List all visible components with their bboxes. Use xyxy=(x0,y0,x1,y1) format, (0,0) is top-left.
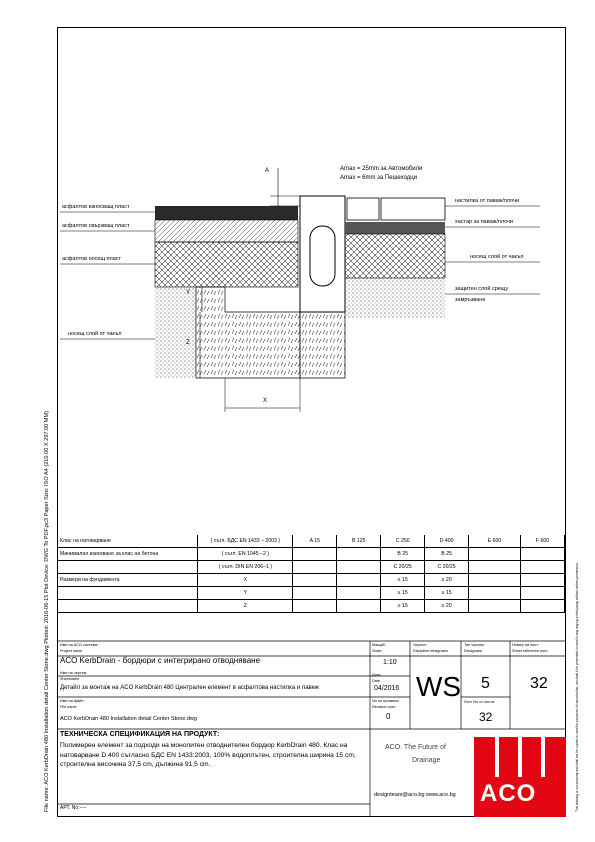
file-value: ACO KerbDrain 480 Installation detail Center Stone.dwg xyxy=(60,716,197,722)
system-value: ACO KerbDrain - бордюри с интегрирано отводняване xyxy=(60,656,261,665)
label-paving: настилка от паваж/плочи xyxy=(455,198,520,204)
ref-value: 32 xyxy=(530,675,548,692)
date-label-en: Date xyxy=(372,678,381,683)
rev-label-en: Revision num. xyxy=(372,704,397,709)
spec-cell: ( съгл. DIN EN 206–1 ) xyxy=(198,561,293,574)
scale-label: Мащаб: xyxy=(372,643,386,647)
sheetno-label: Лист No от листа: xyxy=(464,700,496,704)
spec-cell: ( съгл. БДС EN 1433 – 2003 ) xyxy=(198,535,293,548)
aco-logo-text: ACO xyxy=(480,780,537,807)
spec-cell: ≥ 15 xyxy=(381,600,425,613)
spec-cell: Y xyxy=(198,587,293,600)
label-gravel-left: носещ слой от чакъл xyxy=(68,331,122,337)
dim-x-label: X xyxy=(263,398,268,404)
slogan-line2: Drainage xyxy=(412,757,441,764)
type-label-en: Designator xyxy=(464,648,483,653)
system-label-en: Project name xyxy=(60,648,83,653)
spec-cell: B 25 xyxy=(425,548,469,561)
side-file-info: File name: ACO KerbDrain 480 Installation detail Center Stone.dwg Plotted: 2016-06-15 Plot Device: DWG To PDF.pc3 Paper Size: ISO A4 (210.00 X 297.00 MM) xyxy=(44,411,50,812)
label-asphalt-wear: асфалтов износващ пласт xyxy=(62,204,130,210)
label-frost-1: защитен слой срещу xyxy=(455,286,509,292)
dim-a-label: A xyxy=(265,168,270,174)
spec-cell: ≥ 20 xyxy=(425,600,469,613)
label-asphalt-base: асфалтов носещ пласт xyxy=(62,256,122,262)
side-copyright-note: This drawing is our property and shall not be copied or used for purposes of reproduction, nor shall it be presented or used in any way by a third party, without written permission. xyxy=(575,562,579,812)
drawn-label: Чертал: xyxy=(413,643,427,647)
spec-cell: ≥ 15 xyxy=(381,587,425,600)
type-value: 5 xyxy=(481,675,490,692)
spec-cell: B 25 xyxy=(381,548,425,561)
ref-label: Номер на лист: xyxy=(512,643,540,647)
spec-cell: Z xyxy=(198,600,293,613)
spec-cell: E 600 xyxy=(469,535,521,548)
amax-ped-note: Amax = 6mm за Пешеходци xyxy=(340,175,418,181)
tech-spec-heading: ТЕХНИЧЕСКА СПЕЦИФИКАЦИЯ НА ПРОДУКТ: xyxy=(60,731,220,738)
sheet-label: Име на чертеж: xyxy=(60,671,88,675)
slogan-line1: ACO. The Future of xyxy=(385,744,446,751)
date-label: Дата: xyxy=(372,673,382,677)
label-frost-2: замръзване xyxy=(455,297,486,303)
type-label: Тип чертеж: xyxy=(464,643,485,647)
spec-cell: D 400 xyxy=(425,535,469,548)
spec-cell: A 15 xyxy=(293,535,337,548)
sheet-label-en: Sheetname xyxy=(60,676,80,681)
spec-cell: Размери на фундамента xyxy=(58,574,198,587)
drawn-value: WS xyxy=(416,671,462,702)
scale-label-en: Scale xyxy=(372,648,382,653)
spec-cell: C 250 xyxy=(381,535,425,548)
dim-y-label: Y xyxy=(186,290,191,296)
tech-spec-text: Полимерен елемент за подходи на монолитен отводнителен бордюр KerbDrain 480. Клас на натоварване D 400 съгласно БДС EN 1433:2003, 100% водоплътен, строителна ширина 15 cm, строителна височина 37,5 cm, дължина 91,5 cm. xyxy=(60,742,356,768)
company-contact: designteam@aco.bg www.aco.bg xyxy=(374,792,456,798)
dim-z-label: Z xyxy=(186,340,190,346)
label-paving-bed: хастар за паваж/плочи xyxy=(455,219,513,225)
spec-cell: Минимално изискване за клас на бетона xyxy=(58,548,198,561)
article-number: АРТ. No:---- xyxy=(60,805,87,811)
spec-cell: ≥ 15 xyxy=(425,587,469,600)
sheetno-value: 32 xyxy=(479,710,493,724)
ref-label-en: Sheet reference num. xyxy=(512,648,549,653)
spec-cell: ≥ 15 xyxy=(381,574,425,587)
label-gravel-right: носещ слой от чакъл xyxy=(470,254,524,260)
spec-cell: X xyxy=(198,574,293,587)
date-value: 04/2016 xyxy=(374,685,400,692)
file-label: Име на файл: xyxy=(60,699,85,703)
file-label-en: File name xyxy=(60,704,77,709)
amax-car-note: Amax = 25mm за Автомобили xyxy=(340,166,423,172)
spec-cell: Клас на натоварване xyxy=(58,535,198,548)
spec-cell: F 600 xyxy=(520,535,564,548)
sheet-value: Детайл за монтаж на ACO KerbDrain 480 Централен елемент в асфалтова настилка и павеж xyxy=(60,685,319,691)
spec-cell: ( съгл. EN 1045 –2 ) xyxy=(198,548,293,561)
spec-cell: C 20/25 xyxy=(425,561,469,574)
aco-logo xyxy=(474,737,566,817)
drawn-label-en: Discipline designator xyxy=(413,648,449,653)
rev-value: 0 xyxy=(386,712,391,721)
rev-label: No на промяна: xyxy=(372,699,400,703)
spec-cell: C 20/25 xyxy=(381,561,425,574)
spec-cell: ≥ 20 xyxy=(425,574,469,587)
spec-cell: B 125 xyxy=(337,535,381,548)
system-label: Име на ACO система : xyxy=(60,643,100,647)
label-asphalt-binder: асфалтов свързващ пласт xyxy=(62,223,130,229)
scale-value: 1:10 xyxy=(383,659,397,666)
